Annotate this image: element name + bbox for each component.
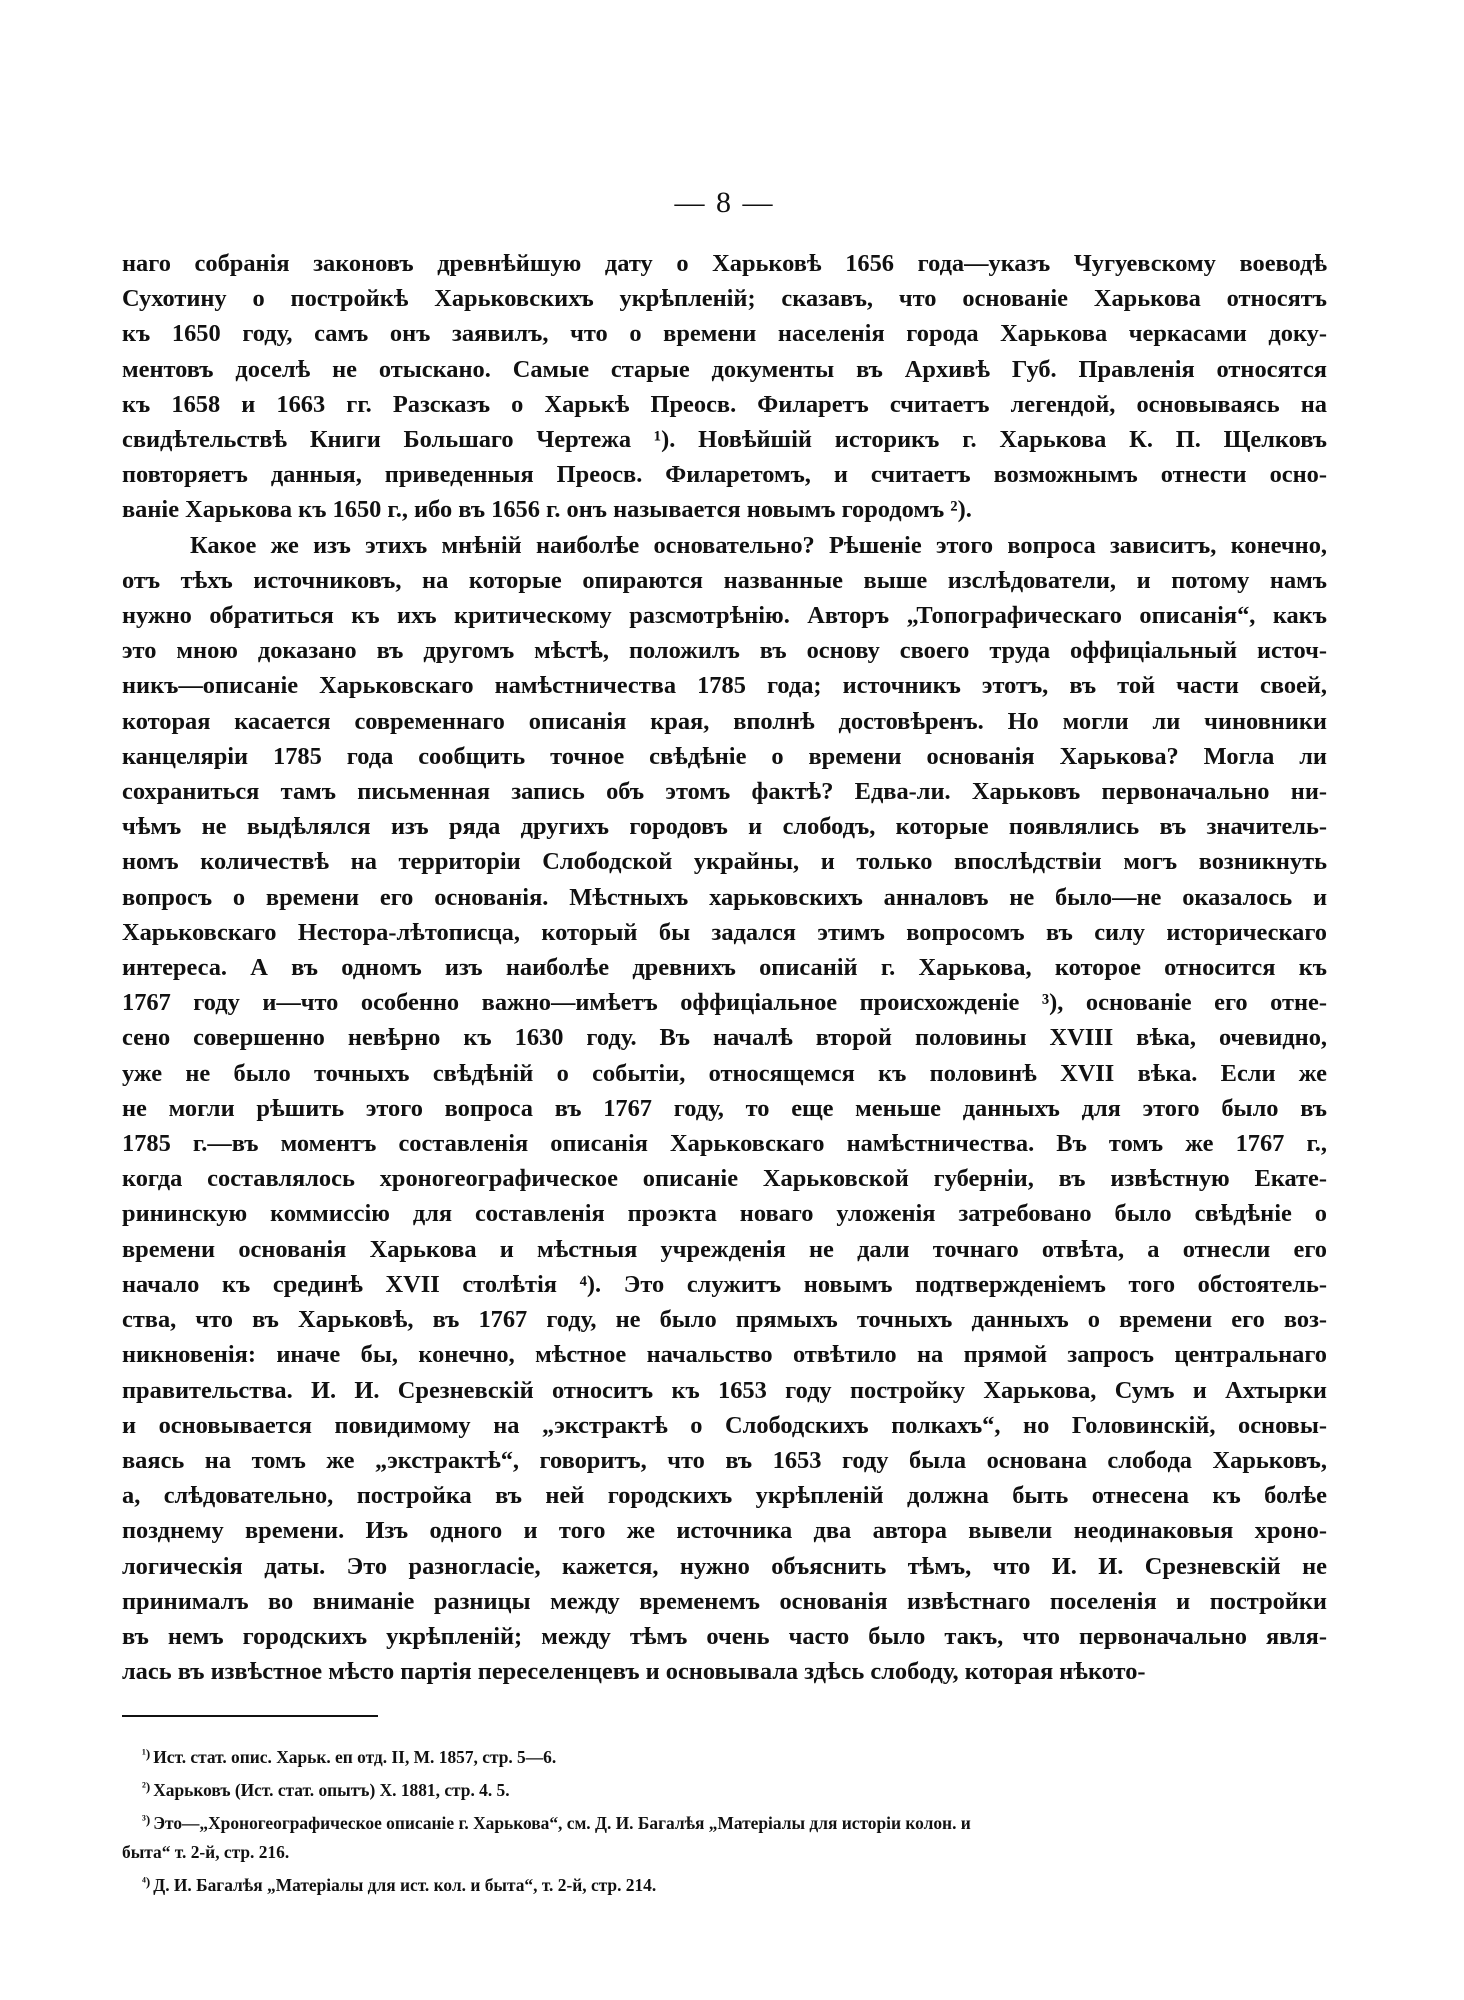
footnote — [122, 1805, 1327, 1867]
footnote-text: Ист. стат. опис. Харьк. еп отд. II, М. 1857, стр. 5—6. — [153, 1747, 557, 1768]
text-line: принималъ во вниманіе разницы между временемъ основанія извѣстнаго поселенія и постройки — [122, 1587, 1327, 1615]
document-page — [122, 186, 1327, 1900]
footnote-mark: ²) — [142, 1779, 151, 1795]
text-line: отъ тѣхъ источниковъ, на которые опираются названные выше изслѣдователи, и потому намъ — [122, 566, 1327, 594]
footnote — [142, 1739, 1327, 1772]
text-line: интереса. А въ одномъ изъ наиболѣе древнихъ описаній г. Харькова, которое относится къ — [122, 954, 1327, 982]
text-line: ства, что въ Харьковѣ, въ 1767 году, не было прямыхъ точныхъ данныхъ о времени его воз- — [122, 1306, 1327, 1334]
text-line: вопросъ о времени его основанія. Мѣстныхъ харьковскихъ анналовъ не было—не оказалось и — [122, 883, 1327, 911]
text-line: а, слѣдовательно, постройка въ ней городскихъ укрѣпленій должна быть отнесена къ болѣе — [122, 1482, 1327, 1510]
text-line: позднему времени. Изъ одного и того же источника два автора вывели неодинаковыя хроно- — [122, 1517, 1327, 1545]
text-line: номъ количествѣ на территоріи Слободской украйны, и только впослѣдствіи могъ возникнуть — [122, 848, 1327, 876]
text-line: никъ—описаніе Харьковскаго намѣстничества 1785 года; источникъ этотъ, въ той части своей, — [122, 672, 1327, 700]
paragraph — [122, 528, 1327, 1690]
footnote — [142, 1772, 1327, 1805]
page-number: — 8 — — [674, 186, 775, 219]
footnote — [142, 1867, 1327, 1900]
text-line: и основывается повидимому на „экстрактѣ о Слободскихъ полкахъ“, но Головинскій, основы- — [122, 1411, 1327, 1439]
text-line: ваніе Харькова къ 1650 г., ибо въ 1656 г. онъ называется новымъ городомъ ²). — [122, 496, 972, 524]
footnote-text: Д. И. Багалѣя „Матеріалы для ист. кол. и быта“, т. 2-й, стр. 214. — [153, 1875, 657, 1896]
footnote-text: Харьковъ (Ист. стат. опытъ) X. 1881, стр. 4. 5. — [153, 1780, 510, 1801]
text-line: повторяетъ данныя, приведенныя Преосв. Филаретомъ, и считаетъ возможнымъ отнести осно- — [122, 461, 1327, 489]
text-line: сено совершенно невѣрно къ 1630 году. Въ началѣ второй половины XVIII вѣка, очевидно, — [122, 1024, 1327, 1052]
footnote-mark: ³) — [142, 1812, 151, 1828]
text-line: канцеляріи 1785 года сообщить точное свѣдѣніе о времени основанія Харькова? Могла ли — [122, 742, 1327, 770]
text-line: 1785 г.—въ моментъ составленія описанія Харьковскаго намѣстничества. Въ томъ же 1767 г., — [122, 1130, 1327, 1158]
body-text — [122, 246, 1327, 1689]
text-line: уже не было точныхъ свѣдѣній о событіи, относящемся къ половинѣ XVII вѣка. Если же — [122, 1059, 1327, 1087]
text-line: начало къ срединѣ XVII столѣтія ⁴). Это служитъ новымъ подтвержденіемъ того обстоятель- — [122, 1270, 1327, 1298]
text-line: Харьковскаго Нестора-лѣтописца, который бы задался этимъ вопросомъ въ силу историческаго — [122, 918, 1327, 946]
text-line: сохраниться тамъ письменная запись объ этомъ фактѣ? Едва-ли. Харьковъ первоначально ни- — [122, 778, 1327, 806]
text-line: Какое же изъ этихъ мнѣній наиболѣе основательно? Рѣшеніе этого вопроса зависитъ, конечно, — [190, 531, 1327, 559]
text-line: рининскую коммиссію для составленія проэкта новаго уложенія затребовано было свѣдѣніе о — [122, 1200, 1327, 1228]
footnote-text: быта“ т. 2-й, стр. 216. — [122, 1842, 290, 1863]
text-line: къ 1650 году, самъ онъ заявилъ, что о времени населенія города Харькова черкасами доку- — [122, 320, 1327, 348]
text-line: времени основанія Харькова и мѣстныя учрежденія не дали точнаго отвѣта, а отнесли его — [122, 1235, 1327, 1263]
text-line: въ немъ городскихъ укрѣпленій; между тѣмъ очень часто было такъ, что первоначально явля- — [122, 1622, 1327, 1650]
text-line: никновенія: иначе бы, конечно, мѣстное начальство отвѣтило на прямой запросъ центральнаго — [122, 1341, 1327, 1369]
text-line: ваясь на томъ же „экстрактѣ“, говоритъ, что въ 1653 году была основана слобода Харьковъ, — [122, 1446, 1327, 1474]
footnote-text: Это—„Хроногеографическое описаніе г. Харькова“, см. Д. И. Багалѣя „Матеріалы для исторіи колон. и — [153, 1813, 971, 1834]
text-line: не могли рѣшить этого вопроса въ 1767 году, то еще меньше данныхъ для этого было въ — [122, 1094, 1327, 1122]
paragraph — [122, 246, 1327, 528]
footnotes — [122, 1739, 1327, 1900]
text-line: къ 1658 и 1663 гг. Разсказъ о Харькѣ Преосв. Филаретъ считаетъ легендой, основываясь на — [122, 390, 1327, 418]
text-line: ментовъ доселѣ не отыскано. Самые старые документы въ Архивѣ Губ. Правленія относятся — [122, 355, 1327, 383]
text-line: которая касается современнаго описанія края, вполнѣ достовѣренъ. Но могли ли чиновники — [122, 707, 1327, 735]
text-line: чѣмъ не выдѣлялся изъ ряда другихъ городовъ и слободъ, которые появлялись въ значитель- — [122, 813, 1327, 841]
text-line: нужно обратиться къ ихъ критическому разсмотрѣнію. Авторъ „Топографическаго описанія“, какъ — [122, 602, 1327, 630]
text-line: Сухотину о постройкѣ Харьковскихъ укрѣпленій; сказавъ, что основаніе Харькова относятъ — [122, 285, 1327, 313]
text-line: правительства. И. И. Срезневскій относитъ къ 1653 году постройку Харькова, Сумъ и Ахтырки — [122, 1376, 1327, 1404]
footnote-mark: ⁴) — [142, 1874, 151, 1890]
text-line: наго собранія законовъ древнѣйшую дату о Харьковѣ 1656 года—указъ Чугуевскому воеводѣ — [122, 250, 1327, 277]
text-line: логическія даты. Это разногласіе, кажется, нужно объяснить тѣмъ, что И. И. Срезневскій не — [122, 1552, 1327, 1580]
text-line: лась въ извѣстное мѣсто партія переселенцевъ и основывала здѣсь слободу, которая нѣкото- — [122, 1658, 1146, 1686]
text-line: 1767 году и—что особенно важно—имѣетъ оффиціальное происхожденіе ³), основаніе его отне- — [122, 989, 1327, 1017]
text-line: когда составлялось хроногеографическое описаніе Харьковской губерніи, въ извѣстную Екате- — [122, 1165, 1327, 1193]
text-line: свидѣтельствѣ Книги Большаго Чертежа ¹). Новѣйшій историкъ г. Харькова К. П. Щелковъ — [122, 426, 1327, 454]
footnote-mark: ¹) — [142, 1746, 151, 1762]
footnote-divider — [122, 1715, 378, 1717]
text-line: это мною доказано въ другомъ мѣстѣ, положилъ въ основу своего труда оффиціальный источ- — [122, 637, 1327, 665]
